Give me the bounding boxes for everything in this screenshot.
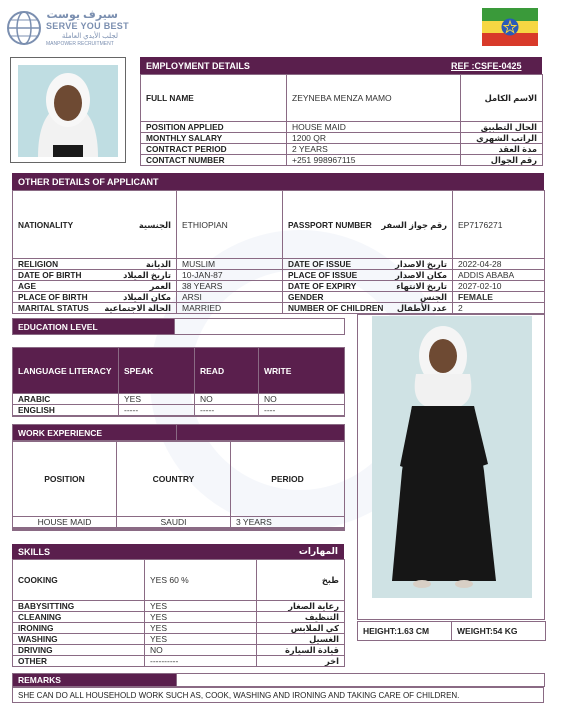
skill-label-ar: قيادة السيارة bbox=[257, 645, 345, 656]
work-header: PERIOD bbox=[231, 442, 345, 517]
language-header: LANGUAGE LITERACY bbox=[13, 348, 119, 394]
detail-label-ar: رقم جواز السفر bbox=[371, 191, 453, 259]
logo-mark-icon bbox=[6, 10, 42, 46]
language-level bbox=[195, 416, 259, 417]
skill-row bbox=[13, 656, 345, 667]
skill-label-ar: طبخ bbox=[257, 560, 345, 601]
language-level: ----- bbox=[195, 405, 259, 416]
skills-title-ar: المهارات bbox=[298, 546, 338, 556]
skill-row bbox=[13, 645, 345, 656]
remarks-title: REMARKS bbox=[13, 674, 177, 687]
skill-label-ar: الغسيل bbox=[257, 634, 345, 645]
employment-label-ar: الحال التطبيق bbox=[461, 122, 543, 133]
language-name: ARABIC bbox=[13, 394, 119, 405]
detail-value: 38 YEARS bbox=[177, 281, 283, 292]
language-level: ---- bbox=[259, 405, 345, 416]
work-cell: HOUSE MAID bbox=[13, 517, 117, 528]
detail-label-ar: الجنس bbox=[371, 292, 453, 303]
employment-label-ar: رقم الجوال bbox=[461, 155, 543, 166]
work-row bbox=[13, 530, 345, 531]
employment-value: ZEYNEBA MENZA MAMO bbox=[287, 75, 461, 122]
skill-label-ar: اخر bbox=[257, 656, 345, 667]
skill-value: ---------- bbox=[145, 656, 257, 667]
passport-photo-portrait bbox=[18, 65, 118, 157]
full-body-photo bbox=[372, 316, 532, 598]
skill-label: OTHER bbox=[13, 656, 145, 667]
employment-label: MONTHLY SALARY bbox=[141, 133, 287, 144]
skill-label: WASHING bbox=[13, 634, 145, 645]
detail-label: GENDER bbox=[283, 292, 371, 303]
detail-value: 2 bbox=[453, 303, 545, 314]
employment-value: HOUSE MAID bbox=[287, 122, 461, 133]
work-header: COUNTRY bbox=[117, 442, 231, 517]
skill-row bbox=[13, 560, 345, 601]
detail-label: NUMBER OF CHILDREN bbox=[283, 303, 371, 314]
employment-row bbox=[141, 155, 543, 166]
other-details-row bbox=[13, 191, 545, 259]
measurements-table bbox=[357, 621, 546, 641]
detail-label: PASSPORT NUMBER bbox=[283, 191, 371, 259]
skill-label-ar: كي الملابس bbox=[257, 623, 345, 634]
work-cell: SAUDI bbox=[117, 517, 231, 528]
detail-label-ar: تاريخ الانتهاء bbox=[371, 281, 453, 292]
employment-label: CONTRACT PERIOD bbox=[141, 144, 287, 155]
detail-label: DATE OF ISSUE bbox=[283, 259, 371, 270]
detail-label-ar: تاريخ الاصدار bbox=[371, 259, 453, 270]
skills-title: SKILLS bbox=[18, 546, 51, 557]
detail-value: 2022-04-28 bbox=[453, 259, 545, 270]
detail-value: EP7176271 bbox=[453, 191, 545, 259]
work-cell bbox=[13, 530, 117, 531]
employment-label: CONTACT NUMBER bbox=[141, 155, 287, 166]
full-body-portrait bbox=[372, 316, 532, 598]
skill-label: BABYSITTING bbox=[13, 601, 145, 612]
language-row bbox=[13, 394, 345, 405]
language-name: ENGLISH bbox=[13, 405, 119, 416]
detail-label-ar: تاريخ الميلاد bbox=[95, 270, 177, 281]
skill-label: COOKING bbox=[13, 560, 145, 601]
language-name bbox=[13, 416, 119, 417]
remarks-text: SHE CAN DO ALL HOUSEHOLD WORK SUCH AS, COOK, WASHING AND IRONING AND TAKING CARE OF CHILDREN. bbox=[13, 688, 544, 703]
language-level: ----- bbox=[119, 405, 195, 416]
employment-label: FULL NAME bbox=[141, 75, 287, 122]
other-details-row bbox=[13, 259, 545, 270]
language-level bbox=[259, 416, 345, 417]
skill-value: YES bbox=[145, 623, 257, 634]
detail-label: AGE bbox=[13, 281, 95, 292]
language-row bbox=[13, 416, 345, 417]
work-experience-title-table bbox=[12, 424, 345, 441]
language-level: YES bbox=[119, 394, 195, 405]
education-value bbox=[175, 319, 345, 335]
detail-value: ETHIOPIAN bbox=[177, 191, 283, 259]
weight-value: WEIGHT:54 KG bbox=[452, 622, 546, 641]
reference-number: REF :CSFE-0425 bbox=[451, 60, 522, 71]
skill-row bbox=[13, 601, 345, 612]
skill-value: YES bbox=[145, 601, 257, 612]
employment-label-ar: الاسم الكامل bbox=[461, 75, 543, 122]
language-header: SPEAK bbox=[119, 348, 195, 394]
detail-label-ar: الديانة bbox=[95, 259, 177, 270]
employment-label: POSITION APPLIED bbox=[141, 122, 287, 133]
employment-row bbox=[141, 122, 543, 133]
language-header: READ bbox=[195, 348, 259, 394]
employment-details-header bbox=[140, 57, 542, 74]
detail-label: DATE OF EXPIRY bbox=[283, 281, 371, 292]
skill-label: IRONING bbox=[13, 623, 145, 634]
detail-label: MARITAL STATUS bbox=[13, 303, 95, 314]
skill-value: YES 60 % bbox=[145, 560, 257, 601]
work-experience-title: WORK EXPERIENCE bbox=[13, 425, 177, 441]
detail-label-ar: الحالة الاجتماعية bbox=[95, 303, 177, 314]
language-level: NO bbox=[259, 394, 345, 405]
work-cell bbox=[117, 530, 231, 531]
employment-value: +251 998967115 bbox=[287, 155, 461, 166]
skills-header bbox=[12, 544, 344, 559]
other-details-table bbox=[12, 190, 545, 314]
skill-value: YES bbox=[145, 612, 257, 623]
detail-label: NATIONALITY bbox=[13, 191, 95, 259]
detail-label: PLACE OF ISSUE bbox=[283, 270, 371, 281]
work-experience-table bbox=[12, 441, 345, 531]
skills-table bbox=[12, 559, 345, 667]
other-details-title: OTHER DETAILS OF APPLICANT bbox=[18, 176, 159, 187]
detail-value: MUSLIM bbox=[177, 259, 283, 270]
language-row bbox=[13, 405, 345, 416]
skill-row bbox=[13, 612, 345, 623]
other-details-row bbox=[13, 281, 545, 292]
work-row bbox=[13, 517, 345, 528]
skill-label-ar: رعاية الصغار bbox=[257, 601, 345, 612]
education-title: EDUCATION LEVEL bbox=[13, 319, 175, 335]
skill-row bbox=[13, 634, 345, 645]
language-table bbox=[12, 347, 345, 417]
employment-row bbox=[141, 75, 543, 122]
work-cell bbox=[231, 530, 345, 531]
detail-label-ar: الجنسية bbox=[95, 191, 177, 259]
detail-label-ar: عدد الأطفال bbox=[371, 303, 453, 314]
flag-emblem-icon bbox=[501, 18, 519, 36]
language-header: WRITE bbox=[259, 348, 345, 394]
detail-value: FEMALE bbox=[453, 292, 545, 303]
employment-value: 2 YEARS bbox=[287, 144, 461, 155]
employment-row bbox=[141, 133, 543, 144]
ethiopia-flag bbox=[482, 8, 538, 46]
skill-value: NO bbox=[145, 645, 257, 656]
other-details-row bbox=[13, 270, 545, 281]
employment-label-ar: الراتب الشهري bbox=[461, 133, 543, 144]
employment-label-ar: مدة العقد bbox=[461, 144, 543, 155]
language-level bbox=[119, 416, 195, 417]
skill-value: YES bbox=[145, 634, 257, 645]
skill-label: CLEANING bbox=[13, 612, 145, 623]
other-details-row bbox=[13, 303, 545, 314]
detail-label-ar: العمر bbox=[95, 281, 177, 292]
detail-label: DATE OF BIRTH bbox=[13, 270, 95, 281]
detail-value: 2027-02-10 bbox=[453, 281, 545, 292]
logo-arabic-tagline: لجلب الأيدي العاملة bbox=[61, 33, 118, 40]
employment-value: 1200 QR bbox=[287, 133, 461, 144]
passport-photo bbox=[10, 57, 126, 163]
height-value: HEIGHT:1.63 CM bbox=[358, 622, 452, 641]
detail-value: MARRIED bbox=[177, 303, 283, 314]
skill-label: DRIVING bbox=[13, 645, 145, 656]
detail-value: ARSI bbox=[177, 292, 283, 303]
employment-details-table bbox=[140, 74, 543, 166]
education-table bbox=[12, 318, 345, 335]
language-level: NO bbox=[195, 394, 259, 405]
detail-value: 10-JAN-87 bbox=[177, 270, 283, 281]
detail-value: ADDIS ABABA bbox=[453, 270, 545, 281]
employment-details-title: EMPLOYMENT DETAILS bbox=[146, 60, 250, 71]
other-details-header bbox=[12, 173, 544, 190]
remarks-table bbox=[12, 687, 544, 703]
skill-label-ar: التنظيف bbox=[257, 612, 345, 623]
remarks-title-table bbox=[12, 673, 545, 687]
skill-row bbox=[13, 623, 345, 634]
other-details-row bbox=[13, 292, 545, 303]
detail-label-ar: مكان الميلاد bbox=[95, 292, 177, 303]
work-cell: 3 YEARS bbox=[231, 517, 345, 528]
detail-label: PLACE OF BIRTH bbox=[13, 292, 95, 303]
logo-arabic-name: سيرف يوست bbox=[46, 9, 118, 21]
logo-name: SERVE YOU BEST bbox=[46, 21, 129, 31]
detail-label: RELIGION bbox=[13, 259, 95, 270]
company-logo bbox=[6, 8, 146, 52]
logo-tagline: MANPOWER RECRUITMENT bbox=[46, 41, 114, 47]
work-header: POSITION bbox=[13, 442, 117, 517]
detail-label-ar: مكان الاصدار bbox=[371, 270, 453, 281]
employment-row bbox=[141, 144, 543, 155]
